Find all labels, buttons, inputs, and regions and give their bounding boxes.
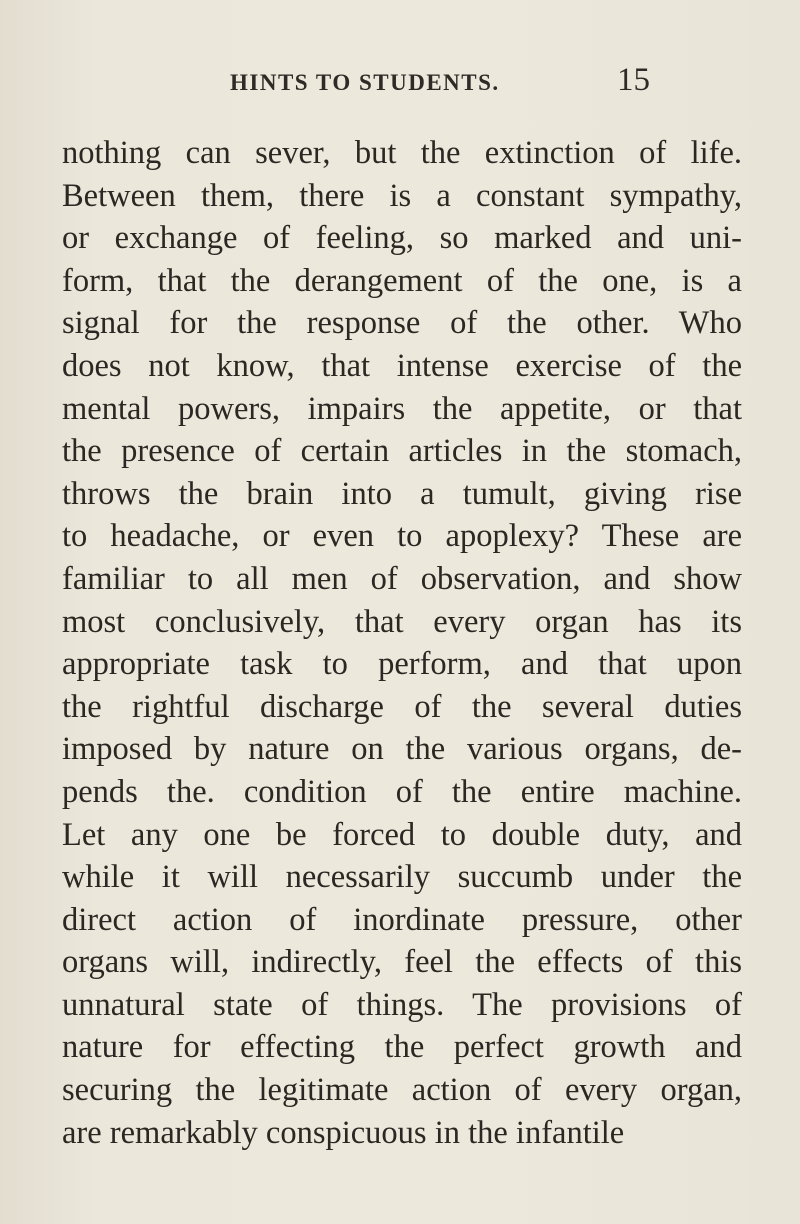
text-line: unnatural state of things. The provisions of [62,986,742,1023]
page-header [230,62,650,102]
text-line: most conclusively, that every organ has its [62,603,742,640]
running-head: HINTS TO STUDENTS. [230,70,500,95]
text-line: or exchange of feeling, so marked and uni- [62,220,742,257]
text-line: signal for the response of the other. Who [62,305,742,342]
text-line: to headache, or even to apoplexy? These are [62,518,742,555]
text-line: Between them, there is a constant sympathy, [62,177,742,214]
text-line: organs will, indirectly, feel the effects of this [62,944,742,981]
text-line: familiar to all men of observation, and show [62,560,742,597]
body-text [62,132,742,1154]
text-line: securing the legitimate action of every organ, [62,1072,742,1109]
text-line: are remarkably conspicuous in the infantile [62,1114,625,1151]
text-line: does not know, that intense exercise of the [62,347,742,384]
text-line: direct action of inordinate pressure, other [62,901,742,938]
text-line: form, that the derangement of the one, is a [62,262,742,299]
text-line: while it will necessarily succumb under the [62,859,742,896]
text-line: the rightful discharge of the several duties [62,688,742,725]
page-number: 15 [617,62,650,98]
text-line: the presence of certain articles in the stomach, [62,433,742,470]
text-line: nothing can sever, but the extinction of life. [62,135,742,171]
text-line: imposed by nature on the various organs, de- [62,731,742,768]
text-line: appropriate task to perform, and that upon [62,646,742,683]
text-line: nature for effecting the perfect growth and [62,1029,742,1066]
text-line: Let any one be forced to double duty, and [62,816,742,853]
text-line: throws the brain into a tumult, giving rise [62,475,742,512]
text-line: pends the. condition of the entire machine. [62,773,742,810]
text-line: mental powers, impairs the appetite, or that [62,390,742,427]
